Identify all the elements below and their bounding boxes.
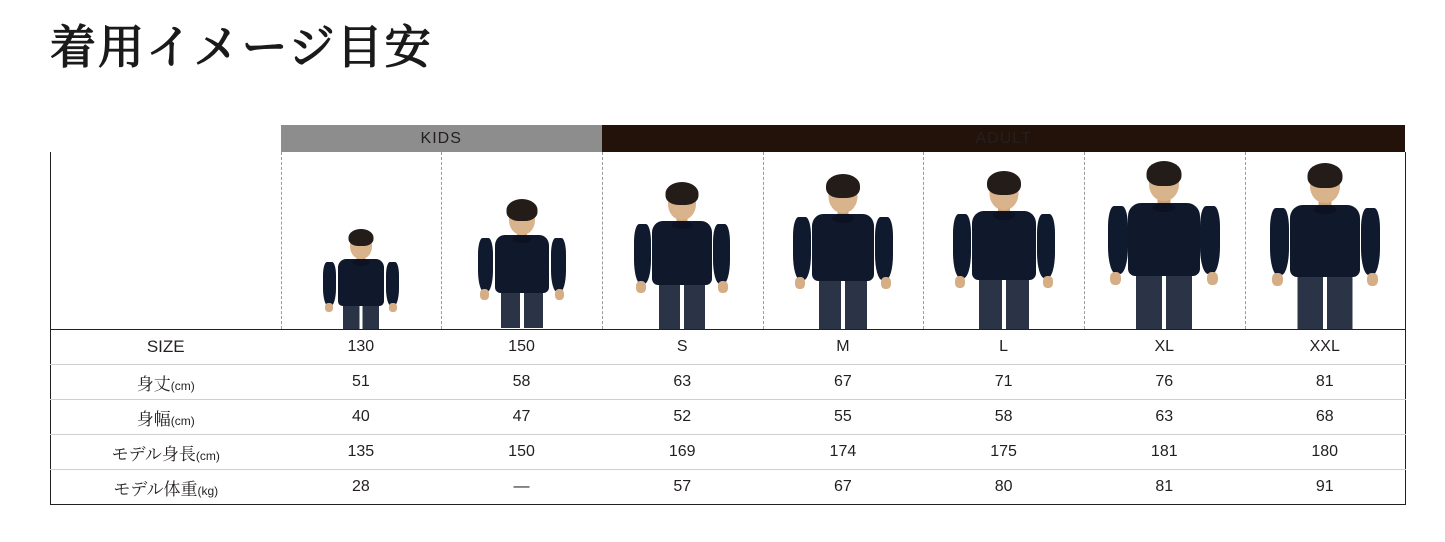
row-label-unit: (cm)	[170, 413, 195, 428]
cell-body-width-xxl: 68	[1245, 400, 1406, 435]
row-label-text: モデル体重	[113, 479, 198, 499]
cell-body-length-150: 58	[441, 365, 602, 400]
cell-body-length-xxl: 81	[1245, 365, 1406, 400]
cell-body-length-xl: 76	[1084, 365, 1245, 400]
cell-model-weight-130: 28	[281, 470, 442, 505]
row-label-text: 身幅	[136, 409, 171, 429]
table-row	[51, 400, 1406, 435]
model-photo-xl-cell	[1084, 152, 1245, 330]
cell-body-length-130: 51	[281, 365, 442, 400]
cell-model-height-m: 174	[763, 435, 924, 470]
model-photo-xxl	[1245, 152, 1405, 329]
row-label-text: モデル身長	[111, 444, 196, 464]
cell-model-weight-l: 80	[923, 470, 1084, 505]
size-table	[50, 125, 1406, 505]
row-label-body-width	[51, 400, 281, 435]
group-header-blank	[51, 125, 281, 152]
cell-model-weight-xxl: 91	[1245, 470, 1406, 505]
model-photo-s	[602, 152, 763, 329]
group-header-adult: ADULT	[602, 125, 1405, 152]
group-header-kids: KIDS	[281, 125, 602, 152]
cell-model-weight-s: 57	[602, 470, 763, 505]
cell-body-width-xl: 63	[1084, 400, 1245, 435]
row-label-text: SIZE	[146, 337, 185, 356]
model-photo-150	[441, 152, 602, 329]
cell-size-l: L	[923, 330, 1084, 365]
cell-body-width-l: 58	[923, 400, 1084, 435]
model-photo-150-cell	[441, 152, 602, 330]
cell-body-width-150: 47	[441, 400, 602, 435]
cell-model-height-130: 135	[281, 435, 442, 470]
row-label-body-length	[51, 365, 281, 400]
model-photo-m-cell	[763, 152, 924, 330]
model-photo-s-cell	[602, 152, 763, 330]
row-label-unit: (kg)	[197, 483, 219, 498]
model-photo-l-cell	[923, 152, 1084, 330]
cell-size-xxl: XXL	[1245, 330, 1406, 365]
model-photo-xxl-cell	[1245, 152, 1406, 330]
cell-size-s: S	[602, 330, 763, 365]
cell-body-length-s: 63	[602, 365, 763, 400]
cell-size-xl: XL	[1084, 330, 1245, 365]
model-photo-l	[923, 152, 1084, 329]
table-row	[51, 365, 1406, 400]
model-photo-m	[763, 152, 924, 329]
cell-model-height-xxl: 180	[1245, 435, 1406, 470]
model-photo-130-cell	[281, 152, 442, 330]
cell-body-length-m: 67	[763, 365, 924, 400]
row-label-unit: (cm)	[170, 378, 195, 393]
model-image-row	[51, 152, 1406, 330]
cell-model-weight-m: 67	[763, 470, 924, 505]
row-label-text: 身丈	[136, 374, 171, 394]
model-photo-xl	[1084, 152, 1245, 329]
model-image-label-cell	[51, 152, 281, 330]
cell-size-m: M	[763, 330, 924, 365]
row-label-unit: (cm)	[195, 448, 220, 463]
group-header-row	[51, 125, 1406, 152]
cell-model-weight-xl: 81	[1084, 470, 1245, 505]
cell-size-130: 130	[281, 330, 442, 365]
cell-model-weight-150: —	[441, 470, 602, 505]
cell-size-150: 150	[441, 330, 602, 365]
cell-body-width-s: 52	[602, 400, 763, 435]
table-row	[51, 470, 1406, 505]
row-label-size	[51, 330, 281, 365]
cell-model-height-l: 175	[923, 435, 1084, 470]
table-row	[51, 330, 1406, 365]
row-label-model-weight	[51, 470, 281, 505]
model-photo-130	[281, 152, 442, 329]
row-label-model-height	[51, 435, 281, 470]
cell-body-width-130: 40	[281, 400, 442, 435]
cell-body-width-m: 55	[763, 400, 924, 435]
cell-body-length-l: 71	[923, 365, 1084, 400]
cell-model-height-s: 169	[602, 435, 763, 470]
table-row	[51, 435, 1406, 470]
cell-model-height-xl: 181	[1084, 435, 1245, 470]
page-title: 着用イメージ目安	[50, 20, 433, 74]
cell-model-height-150: 150	[441, 435, 602, 470]
